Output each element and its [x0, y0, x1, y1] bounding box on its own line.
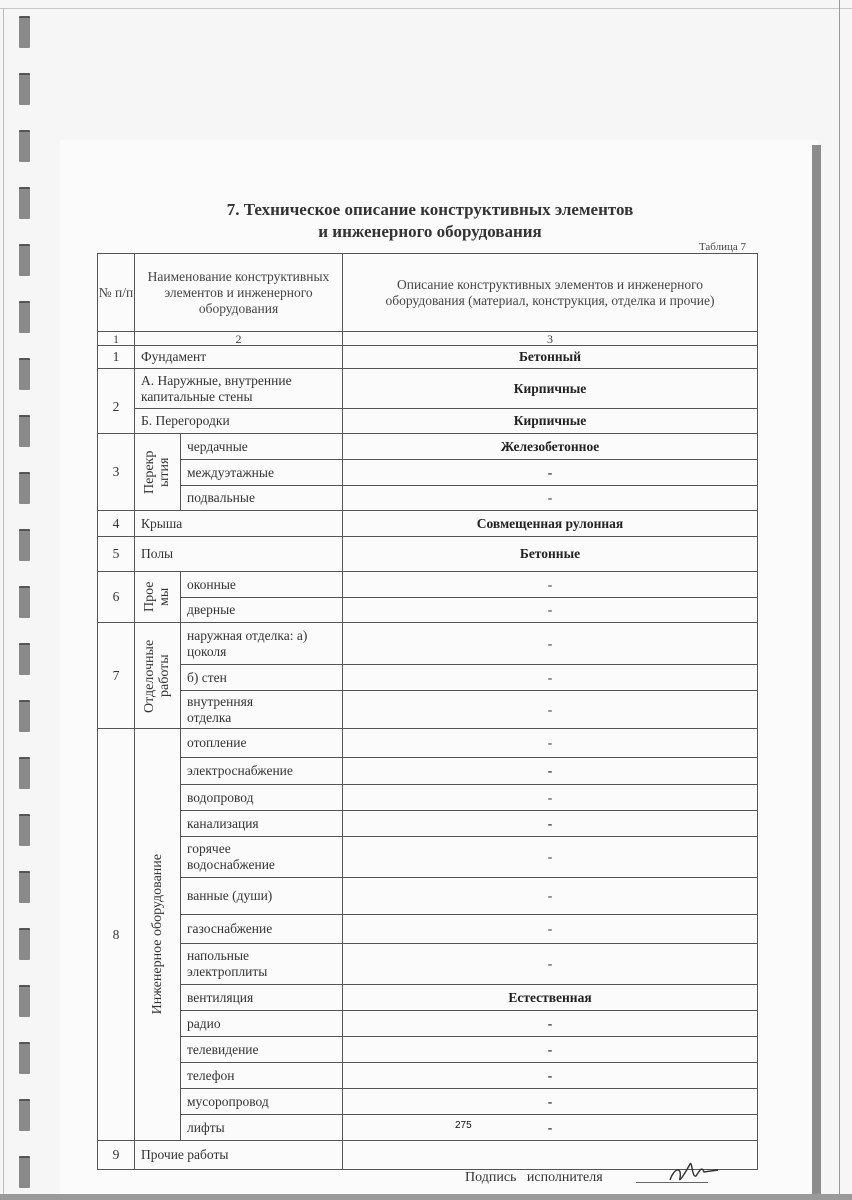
binder-hole [19, 757, 30, 789]
row-8-group [135, 729, 181, 1141]
row-8-group-label: Инженерное оборудование [150, 854, 165, 1015]
row-8-item-value: - [343, 785, 758, 811]
row-8-item-value: - [343, 811, 758, 837]
row-4-name: Крыша [135, 511, 343, 537]
scan-shadow-right [812, 145, 821, 1197]
construction-elements-table [97, 253, 758, 1170]
row-6-item-name: дверные [181, 598, 343, 623]
row-2a-value: Кирпичные [343, 369, 758, 409]
row-3-item-name: междуэтажные [181, 460, 343, 486]
binder-hole [19, 16, 30, 48]
row-7-item-name: наружная отделка: а) цоколя [181, 623, 343, 665]
row-8-item-value: - [343, 915, 758, 944]
row-6-group [135, 572, 181, 623]
table-label: Таблица 7 [698, 241, 746, 253]
binder-hole [19, 415, 30, 447]
row-8-item-name: электроснабжение [181, 758, 343, 785]
col-number-2: 2 [135, 332, 343, 346]
row-6-group-label: Прое мы [141, 581, 172, 613]
binder-hole [19, 187, 30, 219]
row-7-item-name: внутренняя отделка [181, 691, 343, 729]
row-3-item-value: - [343, 486, 758, 511]
row-8-item-name: водопровод [181, 785, 343, 811]
col-number-3: 3 [343, 332, 758, 346]
row-3-item-value: - [343, 460, 758, 486]
handwritten-signature [662, 1158, 732, 1188]
binder-hole [19, 1042, 30, 1074]
row-8-number: 8 [98, 729, 135, 1141]
col-number-1: 1 [98, 332, 135, 346]
row-8-item-name: напольные электроплиты [181, 944, 343, 985]
row-3-group-label: Перекр ытия [141, 450, 172, 494]
row-9-name: Прочие работы [135, 1141, 343, 1170]
title-line-2: и инженерного оборудования [318, 222, 542, 241]
binder-hole [19, 472, 30, 504]
row-4-value: Совмещенная рулонная [343, 511, 758, 537]
row-3-item-name: подвальные [181, 486, 343, 511]
row-7-group-label: Отделочные работы [141, 638, 172, 713]
row-1-number: 1 [98, 346, 135, 369]
row-8-item-value: - [343, 1063, 758, 1089]
row-8-item-value: - [343, 878, 758, 915]
row-8-item-value: - [343, 944, 758, 985]
binder-hole [19, 700, 30, 732]
row-8-item-value: Естественная [343, 985, 758, 1011]
page-stamp-number: 275 [455, 1120, 472, 1131]
scan-edge-bottom [0, 1194, 852, 1200]
binder-hole [19, 814, 30, 846]
row-6-item-value: - [343, 572, 758, 598]
row-7-item-value: - [343, 691, 758, 729]
scan-edge-left [3, 8, 4, 1200]
row-1-name: Фундамент [135, 346, 343, 369]
binder-hole [19, 73, 30, 105]
header-name: Наименование конструктивных элементов и инженерного оборудования [135, 254, 343, 332]
binder-hole [19, 985, 30, 1017]
row-8-item-name: мусоропровод [181, 1089, 343, 1115]
row-2b-value: Кирпичные [343, 409, 758, 434]
row-8-item-name: отопление [181, 729, 343, 758]
binder-hole [19, 1099, 30, 1131]
row-8-item-name: канализация [181, 811, 343, 837]
binder-hole [19, 871, 30, 903]
row-5-value: Бетонные [343, 537, 758, 572]
row-8-item-name: вентиляция [181, 985, 343, 1011]
row-8-item-name: радио [181, 1011, 343, 1037]
row-1-value: Бетонный [343, 346, 758, 369]
row-8-item-name: лифты [181, 1115, 343, 1141]
row-8-item-value: - [343, 837, 758, 878]
title-line-1: 7. Техническое описание конструктивных элементов [226, 200, 634, 219]
row-2-number: 2 [98, 369, 135, 434]
scan-edge-right [839, 0, 840, 1200]
signature-label: Подпись исполнителя [465, 1170, 603, 1185]
row-8-item-value: - [343, 1011, 758, 1037]
binder-hole [19, 643, 30, 675]
header-number: № п/п [98, 254, 135, 332]
row-6-item-name: оконные [181, 572, 343, 598]
row-8-item-name: ванные (души) [181, 878, 343, 915]
row-5-number: 5 [98, 537, 135, 572]
row-3-item-name: чердачные [181, 434, 343, 460]
row-9-number: 9 [98, 1141, 135, 1170]
row-8-item-name: телевидение [181, 1037, 343, 1063]
row-7-item-name: б) стен [181, 665, 343, 691]
row-8-item-value: - [343, 1089, 758, 1115]
row-3-number: 3 [98, 434, 135, 511]
binder-hole [19, 1156, 30, 1188]
scan-edge-top [0, 8, 852, 9]
document-title [120, 199, 740, 243]
row-8-item-value: - [343, 758, 758, 785]
row-8-item-value: - [343, 1115, 758, 1141]
row-2b-name: Б. Перегородки [135, 409, 343, 434]
row-7-number: 7 [98, 623, 135, 729]
row-6-number: 6 [98, 572, 135, 623]
row-7-item-value: - [343, 623, 758, 665]
row-8-item-value: - [343, 729, 758, 758]
row-5-name: Полы [135, 537, 343, 572]
row-8-item-value: - [343, 1037, 758, 1063]
binder-hole [19, 928, 30, 960]
row-2a-name: А. Наружные, внутренние капитальные стены [135, 369, 343, 409]
binder-hole [19, 586, 30, 618]
row-3-item-value: Железобетонное [343, 434, 758, 460]
header-description: Описание конструктивных элементов и инженерного оборудования (материал, конструкция, отделка и прочие) [343, 254, 758, 332]
binder-hole [19, 130, 30, 162]
row-8-item-name: газоснабжение [181, 915, 343, 944]
row-7-item-value: - [343, 665, 758, 691]
binder-hole [19, 358, 30, 390]
binder-hole [19, 529, 30, 561]
row-4-number: 4 [98, 511, 135, 537]
row-6-item-value: - [343, 598, 758, 623]
row-8-item-name: горячее водоснабжение [181, 837, 343, 878]
row-7-group [135, 623, 181, 729]
binder-hole [19, 244, 30, 276]
row-3-group [135, 434, 181, 511]
binder-hole [19, 301, 30, 333]
row-8-item-name: телефон [181, 1063, 343, 1089]
